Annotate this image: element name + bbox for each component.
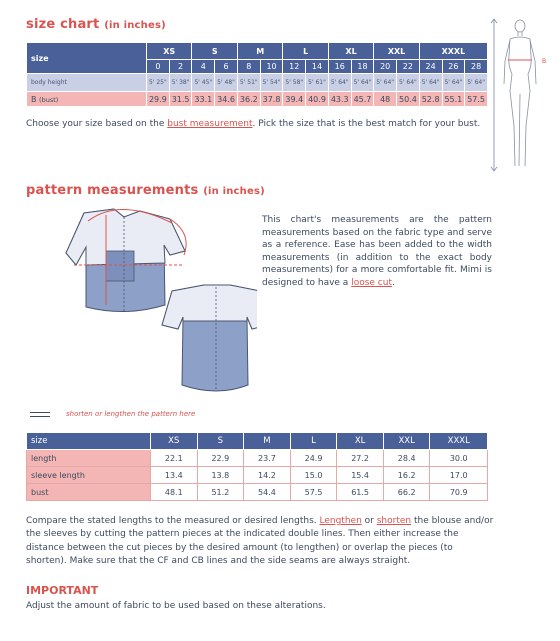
size-number-cell: 4 (192, 60, 215, 74)
size-number-cell: 2 (169, 60, 192, 74)
size-group-s: S (192, 43, 237, 60)
size-group-xxxl: XXXL (419, 43, 487, 60)
size-group-l: L (283, 43, 328, 60)
pattern-title (26, 183, 265, 198)
measurement-row-length (27, 450, 488, 467)
back-shirt-illustration (162, 285, 257, 391)
size-number-cell: 20 (374, 60, 397, 74)
bust-value-cell: 37.8 (260, 92, 283, 107)
measurement-value-cell: 17.0 (430, 467, 488, 484)
body-height-cell: 5' 64" (442, 74, 465, 92)
size-chart-title (26, 17, 166, 32)
size-header-label: size (27, 43, 147, 74)
measurement-row-bust (27, 484, 488, 501)
size-number-cell: 14 (306, 60, 329, 74)
pattern-description-end: . (391, 277, 395, 288)
measurement-value-cell: 30.0 (430, 450, 488, 467)
measurement-row-label: bust (27, 484, 151, 501)
measurement-value-cell: 16.2 (383, 467, 430, 484)
pattern-title-text: pattern measurements (26, 183, 199, 198)
size-note (26, 119, 480, 129)
measurement-header-label: size (27, 433, 151, 450)
figure-bust-label: B (542, 58, 547, 65)
alteration-instructions (26, 515, 496, 569)
bust-value-cell: 34.6 (215, 92, 238, 107)
body-height-cell: 5' 25" (147, 74, 170, 92)
size-group-xs: XS (147, 43, 192, 60)
bust-label (27, 92, 147, 107)
body-height-cell: 5' 64" (351, 74, 374, 92)
loose-cut-link[interactable]: loose cut (351, 277, 392, 288)
measurement-size-header: XL (337, 433, 384, 450)
size-group-xxl: XXL (374, 43, 419, 60)
measurement-value-cell: 15.0 (290, 467, 337, 484)
measurement-value-cell: 61.5 (337, 484, 384, 501)
size-number-cell: 22 (397, 60, 420, 74)
body-height-label: body height (27, 74, 147, 92)
measurement-table (26, 432, 488, 501)
bust-value-cell: 31.5 (169, 92, 192, 107)
bust-value-cell: 52.8 (419, 92, 442, 107)
front-shirt-illustration (66, 209, 186, 312)
bust-value-cell: 43.3 (328, 92, 351, 107)
size-group-m: M (237, 43, 282, 60)
measurement-value-cell: 24.9 (290, 450, 337, 467)
measurement-value-cell: 13.4 (151, 467, 198, 484)
size-number-cell: 10 (260, 60, 283, 74)
pattern-description-text: This chart's measurements are the pattern measurements based on the fabric type and serve as a reference. Ease has been added to the width measurements (in addition to the exact body measurements) for a more comfortable fit. Mimi is designed to have a (262, 215, 492, 288)
body-height-cell: 5' 58" (283, 74, 306, 92)
body-height-cell: 5' 64" (465, 74, 488, 92)
size-number-cell: 0 (147, 60, 170, 74)
size-note-after: . Pick the size that is the best match for your bust. (252, 119, 481, 129)
body-height-cell: 5' 61" (306, 74, 329, 92)
adjust-note: Adjust the amount of fabric to be used based on these alterations. (26, 601, 326, 611)
body-height-cell: 5' 45" (192, 74, 215, 92)
measurement-value-cell: 51.2 (197, 484, 244, 501)
size-number-cell: 24 (419, 60, 442, 74)
size-number-cell: 28 (465, 60, 488, 74)
bust-label-sub: (bust) (39, 95, 59, 104)
instructions-part2: or (361, 516, 377, 526)
body-height-cell: 5' 38" (169, 74, 192, 92)
bust-value-cell: 45.7 (351, 92, 374, 107)
double-line-legend (30, 410, 195, 418)
double-line-icon (30, 412, 50, 417)
bust-row (27, 92, 488, 107)
measurement-value-cell: 70.9 (430, 484, 488, 501)
shirt-illustrations (22, 205, 257, 405)
measurement-size-header: XS (151, 433, 198, 450)
bust-value-cell: 39.4 (283, 92, 306, 107)
measurement-size-header: M (244, 433, 291, 450)
body-height-cell: 5' 54" (260, 74, 283, 92)
size-number-cell: 26 (442, 60, 465, 74)
measurement-value-cell: 15.4 (337, 467, 384, 484)
measurement-value-cell: 22.1 (151, 450, 198, 467)
measurement-row-sleeve-length (27, 467, 488, 484)
size-chart-title-text: size chart (26, 17, 100, 32)
size-group-row (27, 43, 488, 60)
instructions-part1: Compare the stated lengths to the measured or desired lengths. (26, 516, 320, 526)
body-height-cell: 5' 64" (419, 74, 442, 92)
body-height-row (27, 74, 488, 92)
measurement-value-cell: 23.7 (244, 450, 291, 467)
size-number-cell: 18 (351, 60, 374, 74)
size-number-cell: 6 (215, 60, 238, 74)
size-number-cell: 16 (328, 60, 351, 74)
bust-value-cell: 48 (374, 92, 397, 107)
measurement-value-cell: 22.9 (197, 450, 244, 467)
measurement-row-label: length (27, 450, 151, 467)
measurement-value-cell: 13.8 (197, 467, 244, 484)
pattern-description (262, 214, 492, 289)
bust-value-cell: 40.9 (306, 92, 329, 107)
size-note-before: Choose your size based on the (26, 119, 168, 129)
body-height-cell: 5' 64" (397, 74, 420, 92)
measurement-value-cell: 54.4 (244, 484, 291, 501)
bust-label-letter: B (31, 94, 37, 104)
measurement-value-cell: 27.2 (337, 450, 384, 467)
bust-measurement-link[interactable]: bust measurement (167, 119, 253, 129)
instructions-part3: the blouse and/or the sleeves by cutting the pattern pieces at the indicated double lines. Then either increase the distance between the cut pieces by the desired amount (to lengthen) or overlap the pieces (to shorten). Make sure that the CF and CB lines and the side seams are always straight. (26, 516, 494, 567)
bust-value-cell: 33.1 (192, 92, 215, 107)
pattern-unit: (in inches) (203, 186, 265, 197)
lengthen-link[interactable]: Lengthen (319, 516, 362, 526)
measurement-value-cell: 66.2 (383, 484, 430, 501)
body-figure-illustration (488, 16, 552, 174)
bust-value-cell: 57.5 (465, 92, 488, 107)
measurement-header-row (27, 433, 488, 450)
body-height-cell: 5' 51" (237, 74, 260, 92)
measurement-size-header: S (197, 433, 244, 450)
important-heading: IMPORTANT (26, 584, 99, 597)
measurement-size-header: XXXL (430, 433, 488, 450)
size-chart-unit: (in inches) (104, 20, 166, 31)
measurement-value-cell: 57.5 (290, 484, 337, 501)
measurement-value-cell: 14.2 (244, 467, 291, 484)
measurement-size-header: XXL (383, 433, 430, 450)
bust-value-cell: 50.4 (397, 92, 420, 107)
size-group-xl: XL (328, 43, 373, 60)
size-chart-table (26, 42, 488, 107)
size-number-cell: 12 (283, 60, 306, 74)
bust-value-cell: 55.1 (442, 92, 465, 107)
shorten-link[interactable]: shorten (376, 516, 412, 526)
body-height-cell: 5' 64" (374, 74, 397, 92)
legend-text: shorten or lengthen the pattern here (66, 410, 196, 418)
bust-value-cell: 29.9 (147, 92, 170, 107)
measurement-size-header: L (290, 433, 337, 450)
bust-value-cell: 36.2 (237, 92, 260, 107)
measurement-value-cell: 28.4 (383, 450, 430, 467)
measurement-row-label: sleeve length (27, 467, 151, 484)
body-height-cell: 5' 48" (215, 74, 238, 92)
size-number-cell: 8 (237, 60, 260, 74)
measurement-value-cell: 48.1 (151, 484, 198, 501)
body-height-cell: 5' 64" (328, 74, 351, 92)
